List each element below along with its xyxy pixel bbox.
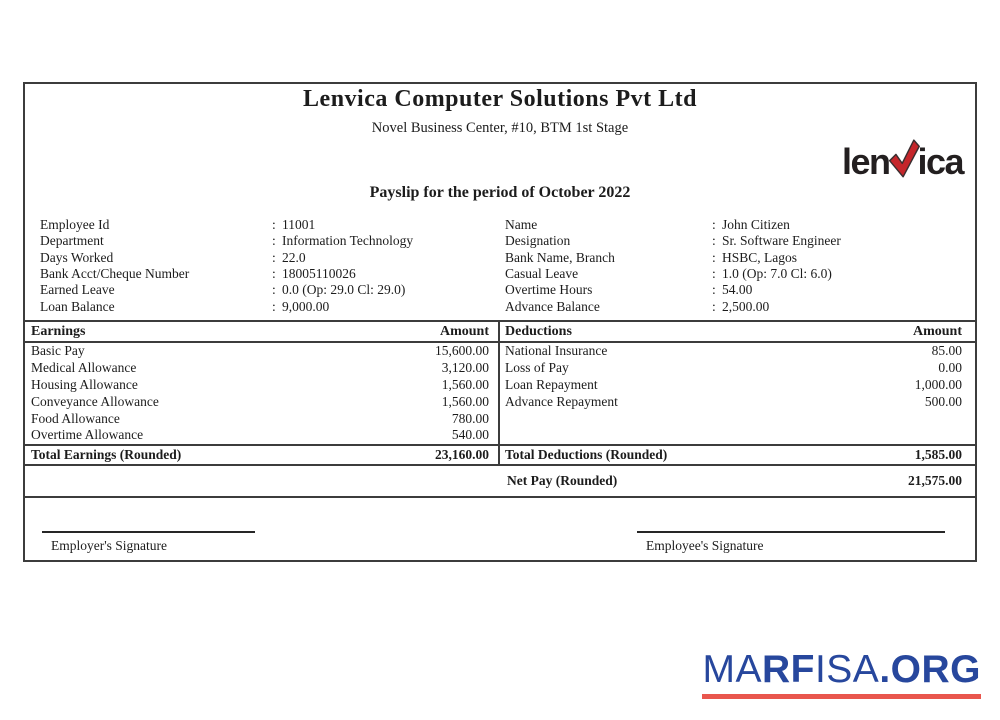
detail-label: Department [40, 233, 104, 249]
detail-label: Advance Balance [505, 298, 600, 314]
detail-label: Designation [505, 233, 571, 249]
detail-row [505, 298, 965, 314]
deduction-label: Loss of Pay [505, 360, 569, 376]
earnings-header-label: Earnings [31, 323, 86, 339]
deduction-amount: 0.00 [938, 360, 962, 376]
logo-checkmark-icon [887, 136, 921, 180]
employee-signature-label: Employee's Signature [646, 538, 764, 553]
deductions-header-cell [500, 322, 975, 341]
total-deductions-label: Total Deductions (Rounded) [505, 447, 668, 462]
employee-signature-line [637, 531, 945, 533]
earnings-row [31, 410, 489, 427]
employee-details-right [505, 217, 965, 315]
payslip-document [23, 82, 977, 562]
detail-row [40, 266, 490, 282]
detail-value: John Citizen [722, 217, 790, 233]
detail-separator: : [272, 217, 276, 233]
detail-value: HSBC, Lagos [722, 249, 798, 265]
employer-signature-line [42, 531, 255, 533]
deduction-row [505, 393, 962, 410]
detail-separator: : [272, 298, 276, 314]
deduction-amount: 500.00 [924, 393, 962, 409]
logo-text-right: ica [917, 141, 963, 182]
earning-amount: 1,560.00 [441, 376, 489, 392]
detail-value: 0.0 (Op: 29.0 Cl: 29.0) [282, 282, 406, 298]
watermark-segment: MA [702, 648, 762, 691]
net-pay-amount: 21,575.00 [908, 473, 962, 488]
earning-amount: 540.00 [451, 427, 489, 443]
company-address: Novel Business Center, #10, BTM 1st Stage [371, 120, 629, 136]
total-earnings-cell [25, 446, 500, 464]
earning-label: Food Allowance [31, 410, 120, 426]
earnings-header-cell [25, 322, 500, 341]
total-deductions-amount: 1,585.00 [914, 447, 962, 462]
detail-row [40, 217, 490, 233]
earning-label: Overtime Allowance [31, 427, 144, 443]
detail-row [505, 282, 965, 298]
employer-signature-label: Employer's Signature [51, 538, 168, 553]
total-deductions-cell [500, 446, 975, 464]
company-name: Lenvica Computer Solutions Pvt Ltd [303, 86, 697, 112]
detail-row [505, 233, 965, 249]
deduction-row [505, 377, 962, 394]
total-earnings-label: Total Earnings (Rounded) [31, 447, 182, 462]
earning-amount: 3,120.00 [441, 360, 489, 376]
detail-separator: : [712, 266, 716, 282]
detail-separator: : [712, 249, 716, 265]
detail-separator: : [712, 282, 716, 298]
detail-separator: : [712, 233, 716, 249]
deduction-label: Loan Repayment [505, 376, 598, 392]
earnings-row [31, 360, 489, 377]
deductions-header-label: Deductions [505, 323, 572, 339]
deduction-label: National Insurance [505, 343, 608, 359]
detail-separator: : [712, 217, 716, 233]
earning-amount: 1,560.00 [441, 393, 489, 409]
detail-separator: : [712, 298, 716, 314]
detail-label: Overtime Hours [505, 282, 593, 298]
detail-separator: : [272, 282, 276, 298]
detail-row [505, 266, 965, 282]
deduction-amount: 1,000.00 [914, 376, 962, 392]
deduction-row [505, 360, 962, 377]
watermark-segment: ISA [814, 648, 880, 691]
earning-label: Conveyance Allowance [31, 393, 159, 409]
deduction-amount: 85.00 [931, 343, 962, 359]
detail-row [40, 250, 490, 266]
earnings-row [31, 377, 489, 394]
detail-value: 54.00 [722, 282, 753, 298]
detail-label: Earned Leave [40, 282, 115, 298]
earnings-row [31, 427, 489, 444]
company-logo [842, 134, 963, 180]
detail-separator: : [272, 266, 276, 282]
deduction-label: Advance Repayment [505, 393, 618, 409]
earning-amount: 15,600.00 [435, 343, 489, 359]
detail-label: Bank Name, Branch [505, 249, 615, 265]
detail-label: Name [505, 217, 538, 233]
watermark-logo [702, 650, 981, 699]
pay-table-header-row [25, 322, 975, 343]
employee-details-left [40, 217, 490, 315]
detail-separator: : [272, 233, 276, 249]
detail-value: Sr. Software Engineer [722, 233, 841, 249]
earnings-row [31, 343, 489, 360]
detail-value: 18005110026 [282, 266, 356, 282]
pay-table-totals-row [25, 444, 975, 466]
earning-label: Basic Pay [31, 343, 85, 359]
logo-text-left: len [841, 141, 890, 182]
detail-row [40, 298, 490, 314]
earning-label: Housing Allowance [31, 376, 138, 392]
deductions-body-cell [500, 343, 975, 444]
total-earnings-amount: 23,160.00 [435, 447, 489, 462]
detail-label: Days Worked [40, 249, 114, 265]
watermark-segment: .ORG [879, 648, 981, 691]
earnings-body-cell [25, 343, 500, 444]
detail-value: 9,000.00 [282, 298, 330, 314]
pay-table [25, 320, 975, 498]
deductions-amount-header: Amount [912, 323, 962, 339]
earning-label: Medical Allowance [31, 360, 137, 376]
detail-value: 11001 [282, 217, 316, 233]
payslip-period-title: Payslip for the period of October 2022 [369, 184, 631, 201]
detail-label: Casual Leave [505, 266, 579, 282]
detail-row [40, 233, 490, 249]
earnings-row [31, 393, 489, 410]
detail-value: Information Technology [282, 233, 414, 249]
detail-row [505, 217, 965, 233]
detail-row [40, 282, 490, 298]
watermark-segment: RF [761, 648, 815, 691]
earnings-amount-header: Amount [439, 323, 489, 339]
detail-label: Employee Id [40, 217, 110, 233]
earning-amount: 780.00 [451, 410, 489, 426]
net-pay-row [25, 466, 975, 498]
detail-value: 2,500.00 [722, 298, 770, 314]
detail-value: 1.0 (Op: 7.0 Cl: 6.0) [722, 266, 832, 282]
detail-separator: : [272, 249, 276, 265]
detail-value: 22.0 [282, 249, 306, 265]
detail-row [505, 250, 965, 266]
detail-label: Loan Balance [40, 298, 115, 314]
pay-table-body-row [25, 343, 975, 444]
net-pay-label: Net Pay (Rounded) [507, 473, 618, 488]
deduction-row [505, 343, 962, 360]
detail-label: Bank Acct/Cheque Number [40, 266, 190, 282]
